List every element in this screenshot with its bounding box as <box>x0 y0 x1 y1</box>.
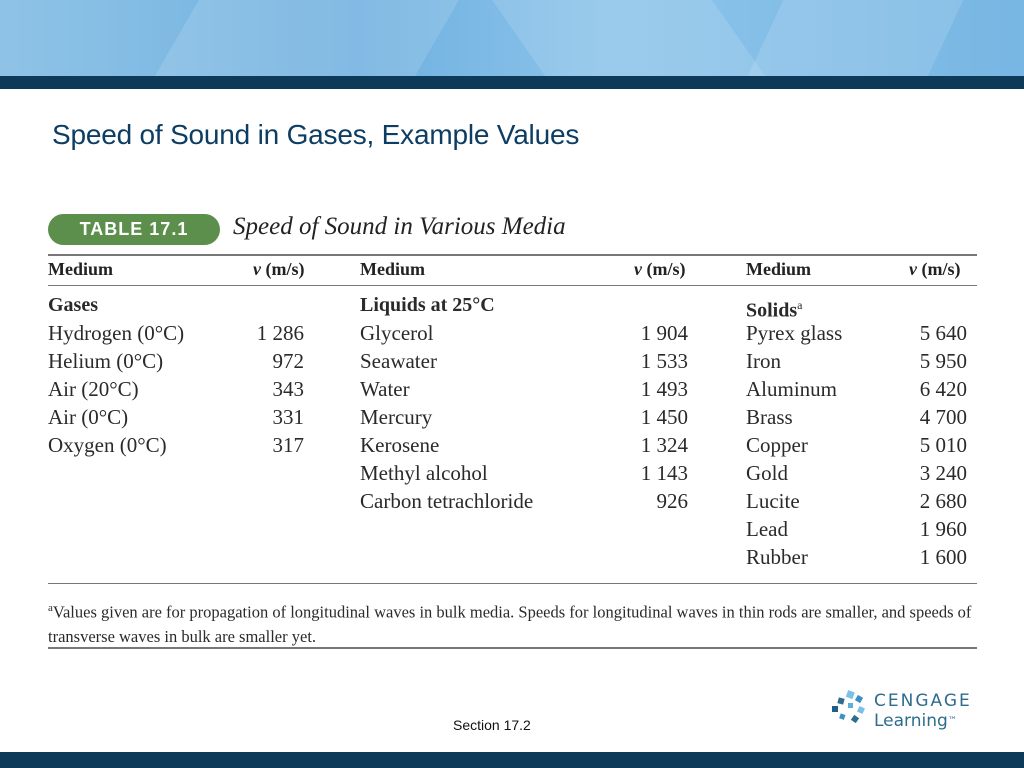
col-header-medium-solids: Medium <box>746 259 811 279</box>
table-badge: TABLE 17.1 <box>48 214 220 245</box>
col-header-speed-liquids: v (m/s) <box>634 259 686 279</box>
table-row-value: 1 493 <box>640 377 688 401</box>
table-row-name: Kerosene <box>360 433 440 457</box>
table-row-value: 1 533 <box>640 349 688 373</box>
table-row-value: 1 324 <box>640 433 688 457</box>
table-row-value: 1 450 <box>640 405 688 429</box>
table-row-name: Oxygen (0°C) <box>48 433 167 457</box>
table-row-name: Water <box>360 377 410 401</box>
table-row-value: 1 286 <box>256 321 304 345</box>
table-row-name: Rubber <box>746 545 808 569</box>
header-rule <box>48 285 977 286</box>
category-solids: Solids$^a$ <box>746 298 803 322</box>
col-header-speed-gases: v (m/s) <box>253 259 305 279</box>
table-row-name: Mercury <box>360 405 433 429</box>
slide-title: Speed of Sound in Gases, Example Values <box>52 119 580 150</box>
col-header-medium-liquids: Medium <box>360 259 425 279</box>
table-row-value: 317 <box>272 433 304 457</box>
table-row-name: Copper <box>746 433 808 457</box>
table-row-value: 926 <box>656 489 688 513</box>
top-banner <box>0 0 1024 76</box>
footnote-rule <box>48 647 977 649</box>
table-row-name: Pyrex glass <box>746 321 843 345</box>
top-rule <box>0 76 1024 89</box>
category-liquids: Liquids at 25°C <box>360 294 495 316</box>
table-row-value: 343 <box>272 377 304 401</box>
table-row-name: Seawater <box>360 349 437 373</box>
table-row-name: Iron <box>746 349 781 373</box>
table-row-name: Helium (0°C) <box>48 349 164 373</box>
table-row-value: 5 950 <box>919 349 967 373</box>
col-header-medium-gases: Medium <box>48 259 113 279</box>
table-row-name: Hydrogen (0°C) <box>48 321 185 345</box>
section-label: Section 17.2 <box>453 717 531 733</box>
table-row-value: 331 <box>272 405 304 429</box>
table-row-name: Lead <box>746 517 788 541</box>
table-caption: Speed of Sound in Various Media <box>233 213 566 240</box>
table-row-value: 3 240 <box>919 461 967 485</box>
table-row-value: 972 <box>272 349 304 373</box>
table-row-name: Glycerol <box>360 321 434 345</box>
category-gases: Gases <box>48 294 98 316</box>
table-footnote: $^a$Values given are for propagation of longitudinal waves in bulk media. Speeds for longitudinal waves in thin rods are smaller, and speeds of transverse waves in bulk are smaller yet. <box>48 602 972 646</box>
table-row-value: 1 960 <box>919 517 967 541</box>
table-row-name: Lucite <box>746 489 800 513</box>
cengage-dots-icon <box>830 690 868 728</box>
table-row-value: 5 010 <box>919 433 967 457</box>
table-row-value: 4 700 <box>919 405 967 429</box>
table-row-name: Air (20°C) <box>48 377 139 401</box>
table-row-value: 1 143 <box>640 461 688 485</box>
table-row-value: 5 640 <box>919 321 967 345</box>
table-row-name: Gold <box>746 461 788 485</box>
table-top-rule <box>48 254 977 256</box>
table-row-name: Air (0°C) <box>48 405 129 429</box>
table-row-name: Methyl alcohol <box>360 461 488 485</box>
table-row-name: Carbon tetrachloride <box>360 489 534 513</box>
table-row-name: Brass <box>746 405 793 429</box>
col-header-speed-solids: v (m/s) <box>909 259 961 279</box>
table-bottom-rule <box>48 583 977 584</box>
table-row-value: 2 680 <box>919 489 967 513</box>
cengage-logo: CENGAGE Learning™ <box>874 691 972 731</box>
bottom-bar <box>0 752 1024 768</box>
table-row-value: 6 420 <box>919 377 967 401</box>
table-row-value: 1 904 <box>640 321 688 345</box>
table-row-name: Aluminum <box>746 377 838 401</box>
table-row-value: 1 600 <box>919 545 967 569</box>
